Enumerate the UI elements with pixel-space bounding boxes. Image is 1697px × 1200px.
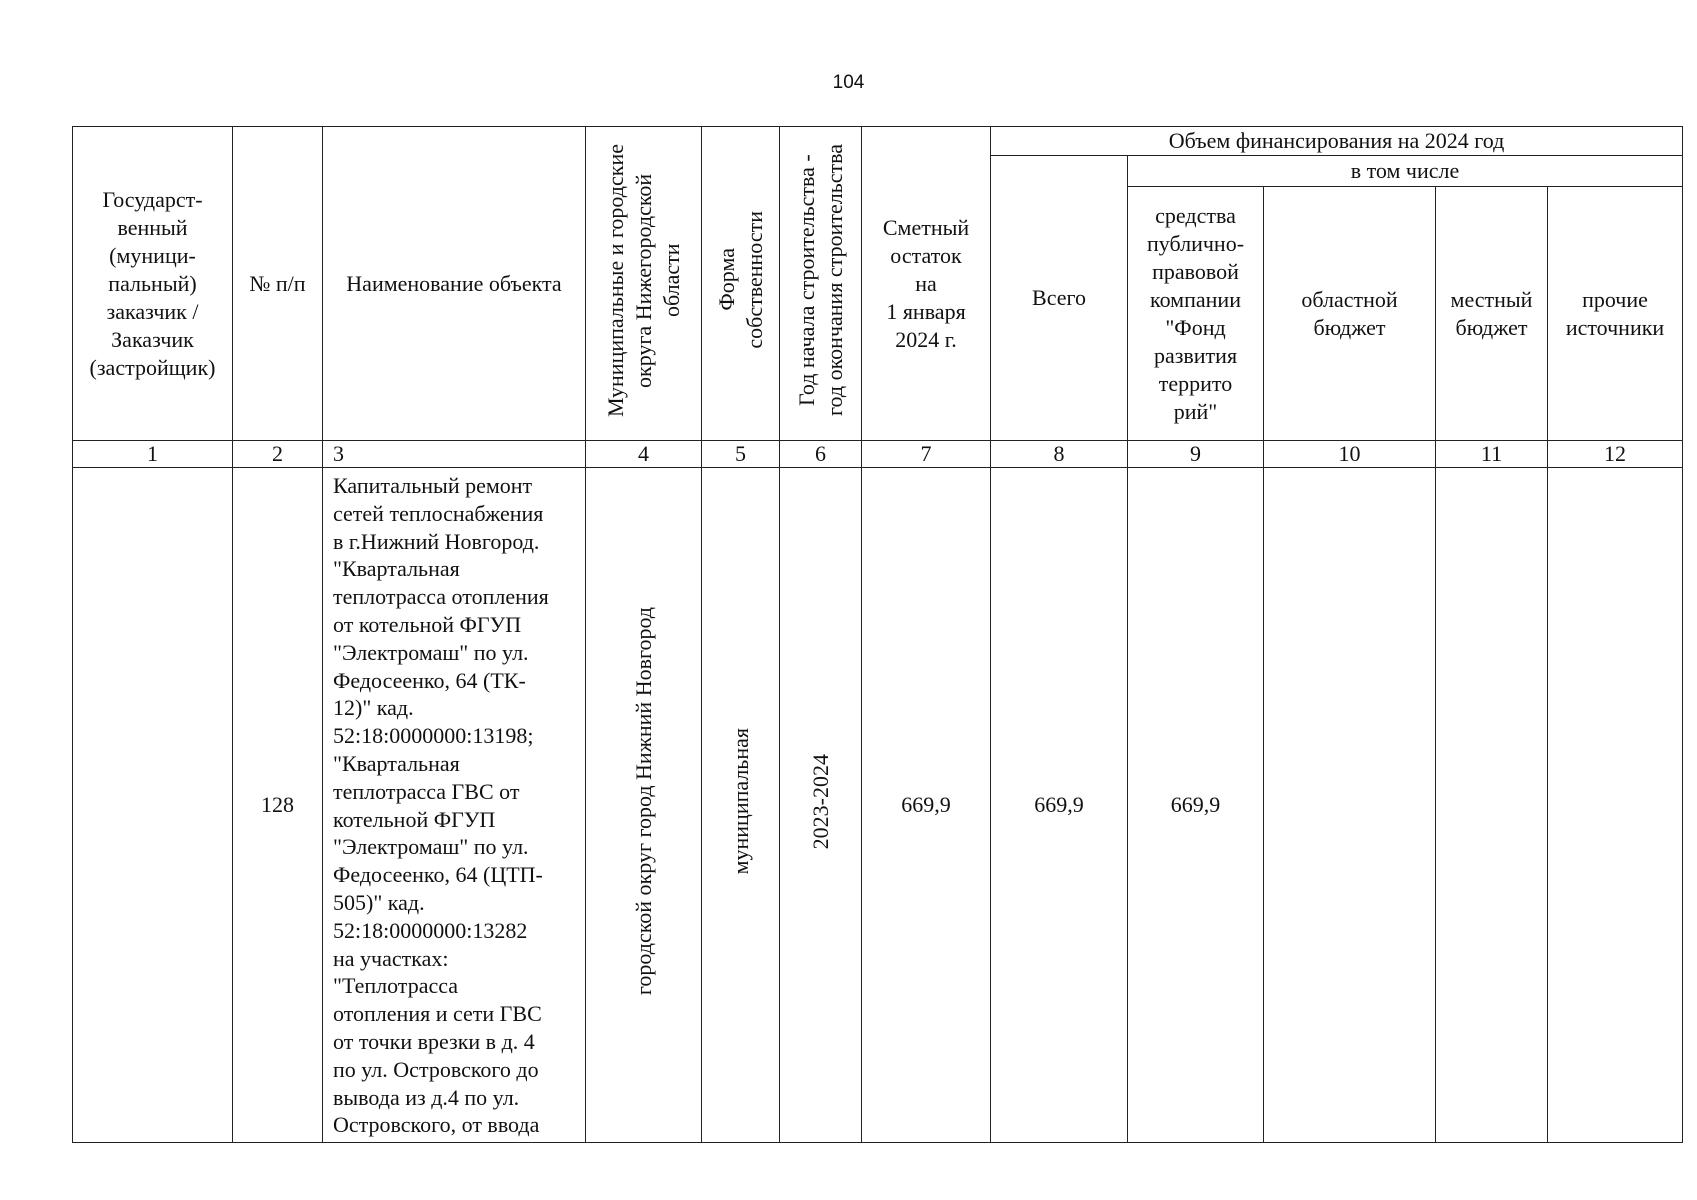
header-estimate-line: остаток <box>890 242 962 268</box>
object-name-line: "Квартальная <box>333 750 460 776</box>
cell-estimate: 669,9 <box>862 468 991 1143</box>
column-number: 11 <box>1436 441 1548 468</box>
header-years-line: год окончания строительства <box>821 144 847 416</box>
object-name-line: теплотрасса отопления <box>333 584 549 610</box>
header-customer-line: заказчик / <box>106 298 199 324</box>
header-fund-line: правовой <box>1152 258 1239 284</box>
column-number: 10 <box>1264 441 1436 468</box>
header-object-name: Наименование объекта <box>323 127 586 441</box>
header-ownership-line: собственности <box>741 211 767 349</box>
object-name-line: теплотрасса ГВС от <box>333 778 520 804</box>
header-ownership-text <box>713 211 769 349</box>
header-estimate-line: Сметный <box>882 214 970 240</box>
object-name-line: по ул. Островского до <box>333 1056 539 1082</box>
object-name-line: 52:18:0000000:13282 <box>333 917 528 943</box>
object-name-line: "Теплотрасса <box>333 973 459 999</box>
column-number: 2 <box>233 441 323 468</box>
header-municipality <box>586 127 702 441</box>
header-local <box>1436 187 1548 441</box>
header-years-line: Год начала строительства - <box>793 154 819 406</box>
municipality-text: городской округ город Нижний Новгород <box>630 607 656 996</box>
object-name-line: 52:18:0000000:13198; <box>333 723 534 749</box>
object-name-line: в г.Нижний Новгород. <box>333 528 540 554</box>
ownership-text: муниципальная <box>727 728 753 875</box>
header-regional-line: областной <box>1301 286 1398 312</box>
header-other-line: прочие <box>1582 286 1648 312</box>
column-number: 12 <box>1548 441 1683 468</box>
header-estimate-line: 2024 г. <box>895 326 957 352</box>
header-funding-title: Объем финансирования на 2024 год <box>991 127 1683 156</box>
column-number: 4 <box>586 441 702 468</box>
header-number: № п/п <box>233 127 323 441</box>
object-name-line: от точки врезки в д. 4 <box>333 1028 535 1054</box>
object-name-line: Федосеенко, 64 (ЦТП- <box>333 862 543 888</box>
object-name-line: "Квартальная <box>333 556 460 582</box>
header-fund-line: развития <box>1153 342 1238 368</box>
cell-object-name <box>323 468 586 1143</box>
column-number: 9 <box>1128 441 1264 468</box>
cell-fund: 669,9 <box>1128 468 1264 1143</box>
header-fund-line: "Фонд <box>1165 314 1226 340</box>
column-number: 8 <box>991 441 1128 468</box>
cell-local <box>1436 468 1548 1143</box>
header-fund-line: рий" <box>1173 398 1218 424</box>
object-name-line: котельной ФГУП <box>333 806 496 832</box>
investment-table <box>72 126 1683 1143</box>
cell-municipality <box>586 468 702 1143</box>
header-customer-line: венный <box>117 214 188 240</box>
header-including: в том числе <box>1128 156 1683 187</box>
header-other-line: источники <box>1565 314 1665 340</box>
object-name-line: Федосеенко, 64 (ТК- <box>333 667 526 693</box>
header-total: Всего <box>991 156 1128 441</box>
header-fund-line: компании <box>1150 286 1241 312</box>
cell-regional <box>1264 468 1436 1143</box>
header-estimate-line: на <box>915 270 937 296</box>
header-municipality-line: области <box>658 243 684 317</box>
header-customer-line: (застройщик) <box>89 354 216 380</box>
header-local-line: местный <box>1450 286 1533 312</box>
object-name-line: Капитальный ремонт <box>333 473 533 498</box>
object-name-line: "Электромаш" по ул. <box>333 834 529 860</box>
object-name-line: отопления и сети ГВС <box>333 1001 542 1027</box>
object-name-text <box>333 472 581 1138</box>
object-name-line: 12)" кад. <box>333 695 414 721</box>
cell-total: 669,9 <box>991 468 1128 1143</box>
header-fund-line: публично- <box>1146 230 1245 256</box>
cell-other <box>1548 468 1683 1143</box>
header-other <box>1548 187 1683 441</box>
cell-years <box>780 468 862 1143</box>
page-number: 104 <box>832 72 865 93</box>
object-name-line: 505)" кад. <box>333 889 425 915</box>
cell-ownership <box>702 468 780 1143</box>
object-name-line: Островского, от ввода <box>333 1112 540 1138</box>
object-name-line: от котельной ФГУП <box>333 611 522 637</box>
column-number: 7 <box>862 441 991 468</box>
header-estimate-line: 1 января <box>886 298 966 324</box>
header-customer-line: (муници- <box>109 242 196 268</box>
header-municipality-line: округа Нижегородской <box>630 172 656 388</box>
header-ownership <box>702 127 780 441</box>
object-name-line: на участках: <box>333 945 449 971</box>
cell-customer <box>73 468 233 1143</box>
column-number: 1 <box>73 441 233 468</box>
header-ownership-line: Форма <box>713 248 739 312</box>
object-name-line: сетей теплоснабжения <box>333 500 544 526</box>
header-municipality-text <box>602 144 686 417</box>
header-fund-line: средства <box>1155 202 1236 228</box>
column-number: 6 <box>780 441 862 468</box>
column-number: 5 <box>702 441 780 468</box>
header-fund <box>1128 187 1264 441</box>
column-number-row <box>73 441 1683 468</box>
cell-number: 128 <box>233 468 323 1143</box>
header-customer-line: Заказчик <box>111 326 194 352</box>
header-local-line: бюджет <box>1455 314 1528 340</box>
header-customer-line: Государст- <box>102 186 203 212</box>
header-estimate <box>862 127 991 441</box>
years-text: 2023-2024 <box>807 753 833 850</box>
header-customer-line: пальный) <box>108 270 197 296</box>
header-regional <box>1264 187 1436 441</box>
column-number: 3 <box>323 441 586 468</box>
header-years-text <box>793 144 849 416</box>
header-regional-line: бюджет <box>1313 314 1386 340</box>
header-customer <box>73 127 233 441</box>
header-years <box>780 127 862 441</box>
header-municipality-line: Муниципальные и городские <box>602 143 628 417</box>
table-row <box>73 468 1683 1143</box>
object-name-line: "Электромаш" по ул. <box>333 639 529 665</box>
header-fund-line: террито <box>1158 370 1233 396</box>
object-name-line: вывода из д.4 по ул. <box>333 1084 520 1110</box>
